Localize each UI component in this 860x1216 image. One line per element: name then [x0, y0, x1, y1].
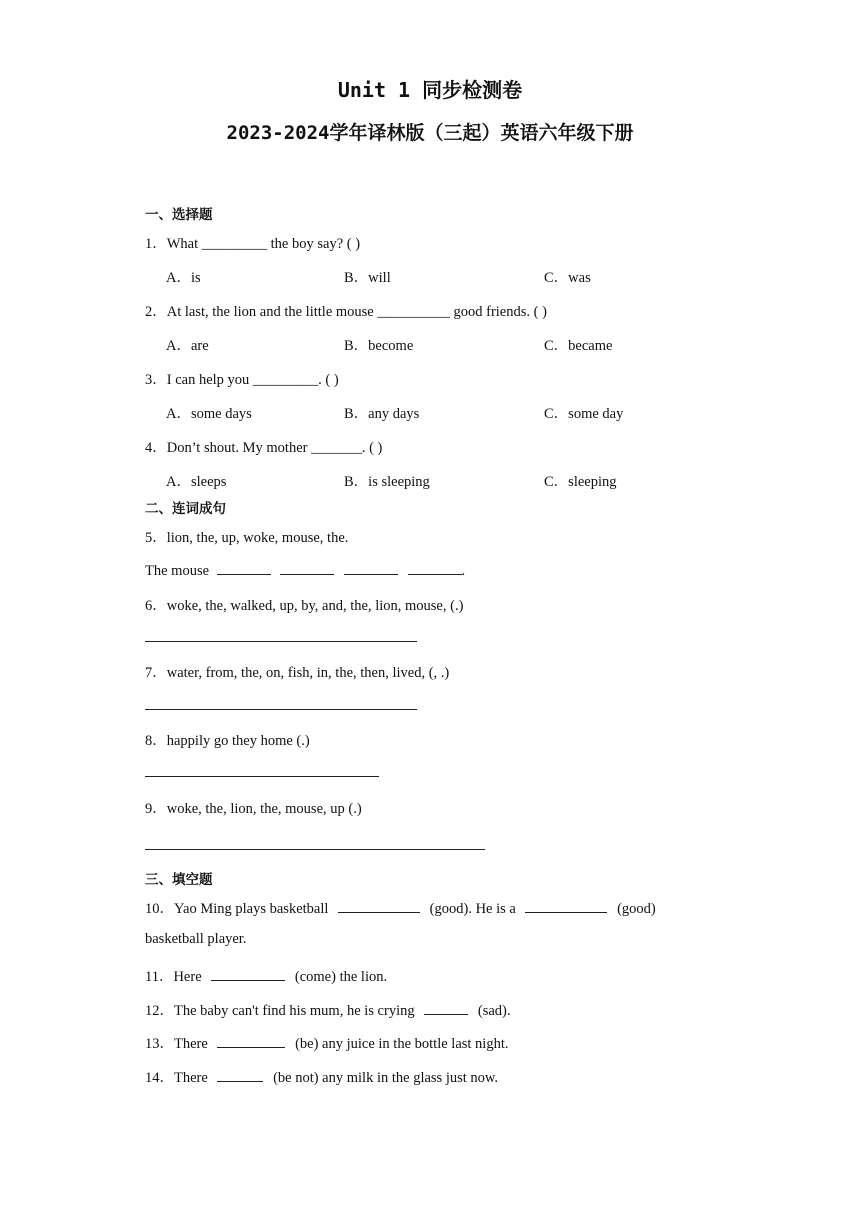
answer-blank[interactable]: [280, 560, 334, 575]
question-11-text-a: 11．Here: [145, 969, 202, 985]
question-5-answer: [145, 560, 465, 580]
question-2-option-b: B．become: [344, 338, 414, 354]
answer-blank[interactable]: [217, 1067, 263, 1082]
question-1-option-b: B．will: [344, 270, 391, 286]
answer-blank[interactable]: [211, 966, 285, 981]
question-3-option-c: C．some day: [544, 406, 624, 422]
answer-prefix: The mouse: [145, 563, 210, 579]
question-14-text-a: 14．There: [145, 1070, 208, 1086]
question-1-option-a: A．is: [166, 270, 201, 286]
answer-suffix: .: [461, 563, 466, 579]
question-11-text-b: (come) the lion.: [294, 969, 388, 985]
question-10: [145, 897, 656, 918]
question-3-option-b: B．any days: [344, 406, 420, 422]
question-12: [145, 999, 510, 1020]
answer-blank[interactable]: [408, 560, 462, 575]
question-1: 1．What _________ the boy say? ( ): [145, 236, 361, 252]
question-14: [145, 1066, 498, 1087]
answer-line-6[interactable]: [145, 641, 417, 642]
question-7: 7．water, from, the, on, fish, in, the, then, lived, (, .): [145, 665, 450, 681]
question-8: 8．happily go they home (.): [145, 733, 310, 749]
question-12-text-b: (sad).: [477, 1003, 511, 1019]
question-11: [145, 965, 387, 986]
question-13-text-a: 13．There: [145, 1036, 208, 1052]
answer-line-7[interactable]: [145, 709, 417, 710]
answer-blank[interactable]: [525, 898, 607, 913]
question-5: 5．lion, the, up, woke, mouse, the.: [145, 530, 349, 546]
question-12-text-a: 12．The baby can't find his mum, he is crying: [145, 1003, 415, 1019]
answer-blank[interactable]: [424, 1000, 468, 1015]
answer-blank[interactable]: [217, 1033, 285, 1048]
answer-line-9[interactable]: [145, 849, 485, 850]
question-2-option-a: A．are: [166, 338, 209, 354]
question-10-continued: basketball player.: [145, 931, 247, 947]
answer-line-8[interactable]: [145, 776, 379, 777]
answer-blank[interactable]: [217, 560, 271, 575]
question-13-text-b: (be) any juice in the bottle last night.: [295, 1036, 509, 1052]
page-subtitle: 2023-2024学年译林版（三起）英语六年级下册: [226, 122, 634, 144]
question-4-option-c: C．sleeping: [544, 474, 617, 490]
question-3-option-a: A．some days: [166, 406, 252, 422]
question-10-text-a: 10．Yao Ming plays basketball: [145, 901, 329, 917]
question-4: 4．Don’t shout. My mother _______. ( ): [145, 440, 383, 456]
answer-blank[interactable]: [344, 560, 398, 575]
section-heading-choice: 一、选择题: [145, 207, 213, 223]
question-9: 9．woke, the, lion, the, mouse, up (.): [145, 801, 362, 817]
answer-blank[interactable]: [338, 898, 420, 913]
question-14-text-b: (be not) any milk in the glass just now.: [273, 1070, 499, 1086]
question-6: 6．woke, the, walked, up, by, and, the, lion, mouse, (.): [145, 598, 464, 614]
question-3: 3．I can help you _________. ( ): [145, 372, 339, 388]
question-1-option-c: C．was: [544, 270, 591, 286]
question-10-text-b: (good). He is a: [429, 901, 516, 917]
question-4-option-b: B．is sleeping: [344, 474, 430, 490]
question-13: [145, 1032, 508, 1053]
section-heading-sentence: 二、连词成句: [145, 501, 226, 517]
question-2-option-c: C．became: [544, 338, 613, 354]
question-2: 2．At last, the lion and the little mouse __________ good friends. ( ): [145, 304, 547, 320]
page-title: Unit 1 同步检测卷: [337, 78, 523, 102]
question-4-option-a: A．sleeps: [166, 474, 227, 490]
question-10-text-c: (good): [617, 901, 656, 917]
section-heading-fill: 三、填空题: [145, 872, 213, 888]
